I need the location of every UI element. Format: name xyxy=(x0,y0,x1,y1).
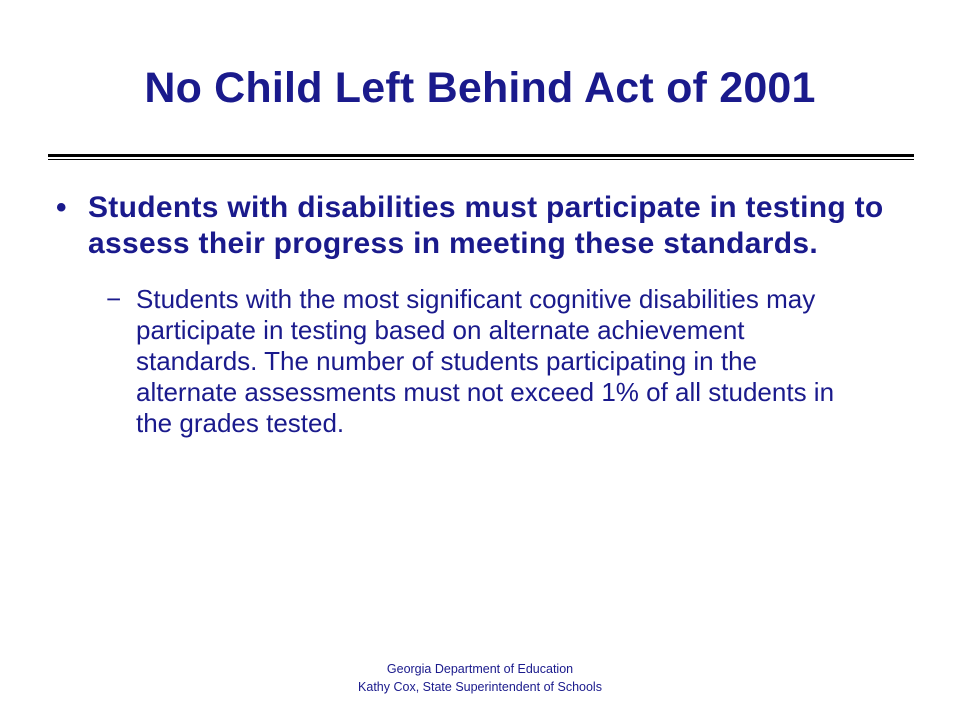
slide-footer xyxy=(0,660,960,696)
dash-icon: − xyxy=(106,284,122,314)
bullet-dot-icon: • xyxy=(56,191,67,224)
footer-superintendent: Kathy Cox, State Superintendent of Schools xyxy=(358,680,602,694)
sub-bullet-item xyxy=(106,284,896,439)
footer-organization: Georgia Department of Education xyxy=(386,662,574,676)
title-divider-thick-line xyxy=(48,154,914,157)
slide-title: No Child Left Behind Act of 2001 xyxy=(144,64,816,112)
slide-body xyxy=(56,190,896,439)
bullet-text: Students with disabilities must participate in testing to assess their progress in meeting these standards. xyxy=(88,191,884,260)
title-divider-thin-line xyxy=(48,159,914,160)
bullet-item xyxy=(56,190,896,262)
title-divider xyxy=(48,154,914,161)
sub-bullet-text: Students with the most significant cognitive disabilities may participate in testing based on alternate achievement standards. The number of students participating in the alternate assessments must not exceed 1% of all students in the grades tested. xyxy=(136,284,835,438)
